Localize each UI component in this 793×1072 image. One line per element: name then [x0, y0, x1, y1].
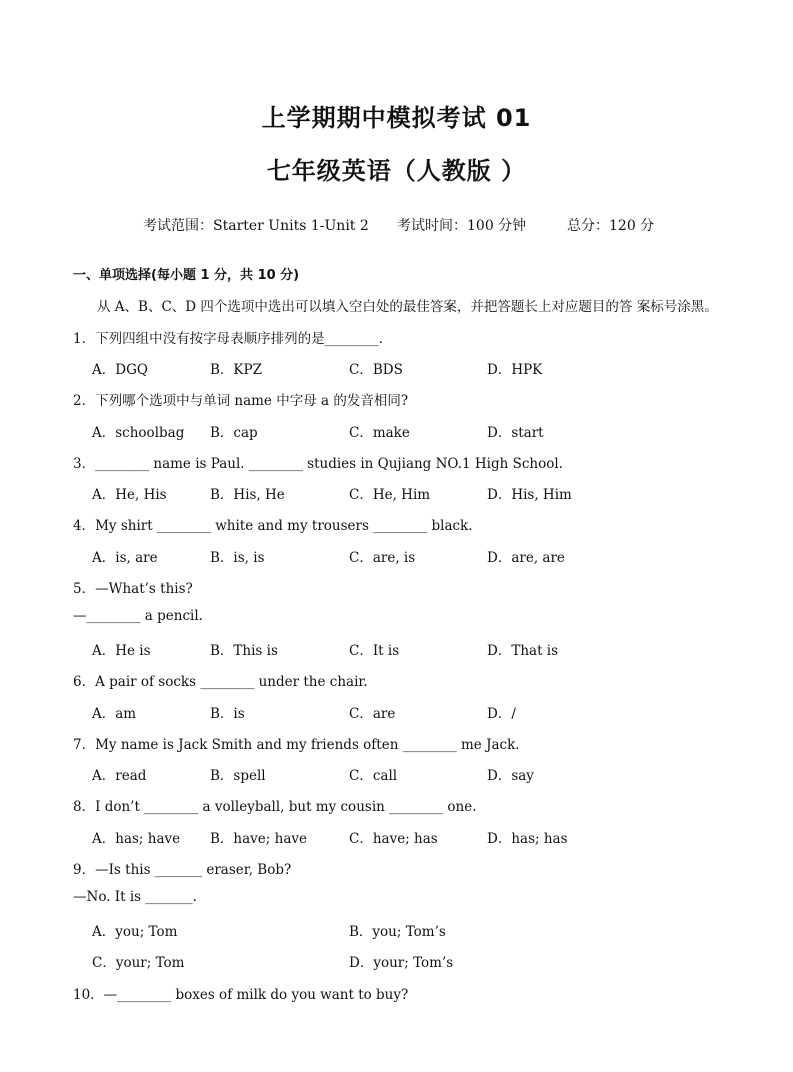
- question-4-option-b: B．is, is: [210, 550, 265, 566]
- question-2-stem: 2．下列哪个选项中与单词 name 中字母 a 的发音相同?: [73, 393, 409, 409]
- exam-time: 考试时间：100 分钟: [397, 218, 527, 234]
- question-6-option-a: A．am: [92, 706, 137, 722]
- question-5-option-b: B．This is: [210, 643, 278, 659]
- question-9-stem: 9．—Is this _______ eraser, Bob?: [73, 862, 292, 878]
- question-8-option-d: D．has; has: [487, 831, 568, 847]
- question-9-option-c: C．your; Tom: [92, 955, 185, 971]
- question-10-stem: 10．—________ boxes of milk do you want to buy?: [73, 987, 409, 1003]
- question-3-option-c: C．He, Him: [349, 487, 431, 503]
- question-4-option-c: C．are, is: [349, 550, 416, 566]
- question-9-option-b: B．you; Tom’s: [349, 924, 446, 940]
- question-2-option-c: C．make: [349, 425, 410, 441]
- question-6-option-d: D．/: [487, 706, 516, 722]
- question-8-option-b: B．have; have: [210, 831, 307, 847]
- question-7-option-b: B．spell: [210, 768, 266, 784]
- question-8-option-a: A．has; have: [92, 831, 181, 847]
- question-7-stem: 7．My name is Jack Smith and my friends often ________ me Jack.: [73, 737, 520, 753]
- question-5-option-a: A．He is: [92, 643, 151, 659]
- question-8-stem: 8．I don’t ________ a volleyball, but my cousin ________ one.: [73, 799, 477, 815]
- question-9-stem-reply: —No. It is _______.: [73, 889, 197, 905]
- section-heading: 一、单项选择(每小题 1 分，共 10 分): [73, 268, 300, 283]
- exam-range: 考试范围：Starter Units 1-Unit 2: [143, 218, 369, 234]
- section-instruction: 从 A、B、C、D 四个选项中选出可以填入空白处的最佳答案，并把答题长上对应题目的答 案标号涂黑。: [97, 299, 718, 315]
- question-3-stem: 3．________ name is Paul. ________ studies in Qujiang NO.1 High School.: [73, 456, 563, 472]
- question-1-option-a: A．DGQ: [92, 362, 148, 378]
- question-7-option-d: D．say: [487, 768, 534, 784]
- question-4-option-d: D．are, are: [487, 550, 565, 566]
- question-8-option-c: C．have; has: [349, 831, 438, 847]
- question-3-option-d: D．His, Him: [487, 487, 572, 503]
- exam-title: 上学期期中模拟考试 01: [261, 104, 532, 132]
- question-6-option-b: B．is: [210, 706, 245, 722]
- question-6-stem: 6．A pair of socks ________ under the chair.: [73, 674, 368, 690]
- question-1-option-b: B．KPZ: [210, 362, 262, 378]
- question-1-option-d: D．HPK: [487, 362, 543, 378]
- question-4-option-a: A．is, are: [92, 550, 158, 566]
- exam-subtitle: 七年级英语（人教版 ）: [266, 157, 527, 185]
- question-7-option-c: C．call: [349, 768, 398, 784]
- question-2-option-d: D．start: [487, 425, 544, 441]
- exam-score: 总分：120 分: [567, 218, 655, 234]
- question-4-stem: 4．My shirt ________ white and my trousers ________ black.: [73, 518, 473, 534]
- question-7-option-a: A．read: [92, 768, 147, 784]
- question-5-option-c: C．It is: [349, 643, 400, 659]
- question-1-stem: 1．下列四组中没有按字母表顺序排列的是________.: [73, 331, 383, 347]
- question-1-option-c: C．BDS: [349, 362, 403, 378]
- question-5-option-d: D．That is: [487, 643, 559, 659]
- question-5-stem-reply: —________ a pencil.: [73, 608, 203, 624]
- question-9-option-a: A．you; Tom: [92, 924, 178, 940]
- question-5-stem: 5．—What’s this?: [73, 581, 193, 597]
- question-9-option-d: D．your; Tom’s: [349, 955, 454, 971]
- question-2-option-b: B．cap: [210, 425, 258, 441]
- question-2-option-a: A．schoolbag: [92, 425, 185, 441]
- question-3-option-a: A．He, His: [92, 487, 167, 503]
- question-6-option-c: C．are: [349, 706, 396, 722]
- question-3-option-b: B．His, He: [210, 487, 285, 503]
